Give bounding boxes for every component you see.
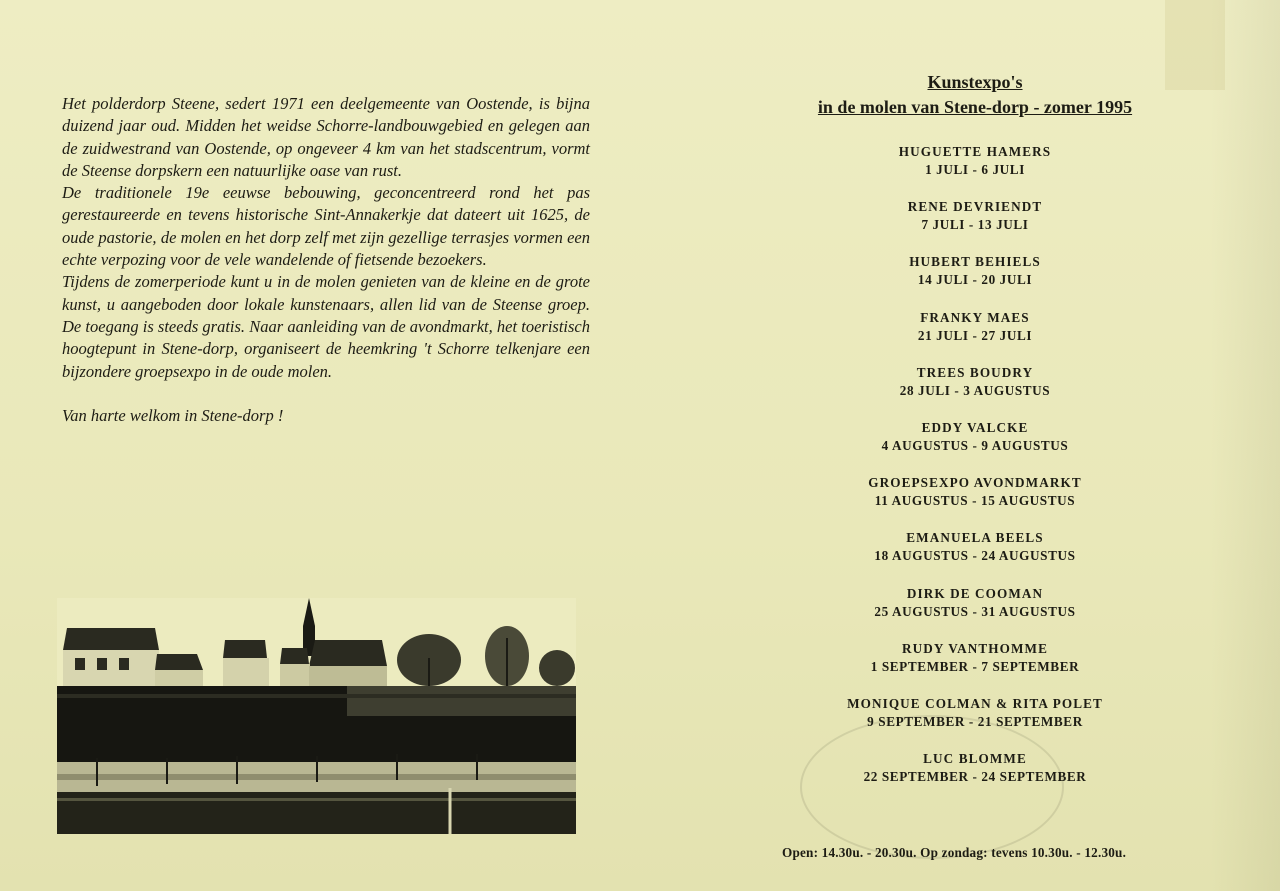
opening-hours: Open: 14.30u. - 20.30u. Op zondag: tevens 10.30u. - 12.30u. [782,845,1127,860]
welcome-line: Van harte welkom in Stene-dorp ! [62,405,284,425]
schedule-entry [760,309,1190,364]
artist-name: GROEPSEXPO AVONDMARKT [868,475,1082,491]
artist-name: LUC BLOMME [923,751,1027,767]
faint-stamp-mark [800,715,1064,859]
exhibition-dates: 28 JULI - 3 AUGUSTUS [899,382,1051,398]
exhibition-dates: 14 JULI - 20 JULI [917,272,1033,288]
schedule-entry [760,640,1190,695]
exhibition-dates: 9 SEPTEMBER - 21 SEPTEMBER [867,713,1083,729]
exhibition-dates: 18 AUGUSTUS - 24 AUGUSTUS [874,548,1076,564]
artist-name: TREES BOUDRY [916,364,1034,380]
heading-title: Kunstexpo's [927,72,1023,92]
intro-paragraph-1: Het polderdorp Steene, sedert 1971 een deelgemeente van Oostende, is bijna duizend jaar oud. Midden het weidse Schorre-landbouwgebied en gelegen aan de zuidwestrand van Oostende, op ongeveer 4 km van het stadscentrum, vormt de Steense dorpskern een natuurlijke oase van rust. [62,94,590,180]
heading-subtitle: in de molen van Stene-dorp - zomer 1995 [817,97,1133,117]
artist-name: DIRK DE COOMAN [906,585,1044,601]
artist-name: HUBERT BEHIELS [909,254,1041,270]
exhibition-dates: 22 SEPTEMBER - 24 SEPTEMBER [863,769,1087,785]
artist-name: MONIQUE COLMAN & RITA POLET [847,695,1103,711]
schedule-entry [760,143,1190,198]
intro-paragraph-3: Tijdens de zomerperiode kunt u in de molen genieten van de kleine en de grote kunst, u aangeboden door lokale kunstenaars, allen lid van de Steense groep. De toegang is steeds gratis. Naar aanleiding van de avondmarkt, het toeristisch hoogtepunt in Stene-dorp, organiseert de heemkring 't Schorre telkenjare een bijzondere groepsexpo in de oude molen. [62,272,590,381]
schedule-entry [760,529,1190,584]
schedule-entry [760,198,1190,253]
schedule-entry [760,474,1190,529]
exhibition-dates: 7 JULI - 13 JULI [921,217,1029,233]
exhibition-schedule [760,143,1190,805]
intro-text [62,93,590,427]
paper-edge-shadow [1210,0,1280,891]
artist-name: FRANKY MAES [920,309,1030,325]
exhibition-dates: 1 SEPTEMBER - 7 SEPTEMBER [870,658,1080,674]
schedule-entry [760,419,1190,474]
exhibition-heading [700,70,1250,120]
exhibition-dates: 11 AUGUSTUS - 15 AUGUSTUS [874,493,1076,509]
exhibition-dates: 1 JULI - 6 JULI [925,162,1025,177]
artist-name: EMANUELA BEELS [906,530,1044,546]
schedule-entry [760,253,1190,308]
artist-name: HUGUETTE HAMERS [898,144,1052,159]
artist-name: RENE DEVRIENDT [907,199,1043,215]
intro-paragraph-2: De traditionele 19e eeuwse bebouwing, geconcentreerd rond het pas gerestaureerde en tevens historische Sint-Annakerkje dat dateert uit 1625, de oude pastorie, de molen en het dorp zelf met zijn gezellige terrasjes vormen een echte verpozing voor de vele wandelende of fietsende bezoekers. [62,183,590,270]
exhibition-dates: 4 AUGUSTUS - 9 AUGUSTUS [881,437,1069,453]
artist-name: EDDY VALCKE [921,419,1029,435]
exhibition-dates: 21 JULI - 27 JULI [917,327,1033,343]
exhibition-dates: 25 AUGUSTUS - 31 AUGUSTUS [874,603,1076,619]
schedule-entry [760,364,1190,419]
artist-name: RUDY VANTHOMME [902,640,1048,656]
schedule-entry [760,585,1190,640]
village-photo [57,598,576,834]
